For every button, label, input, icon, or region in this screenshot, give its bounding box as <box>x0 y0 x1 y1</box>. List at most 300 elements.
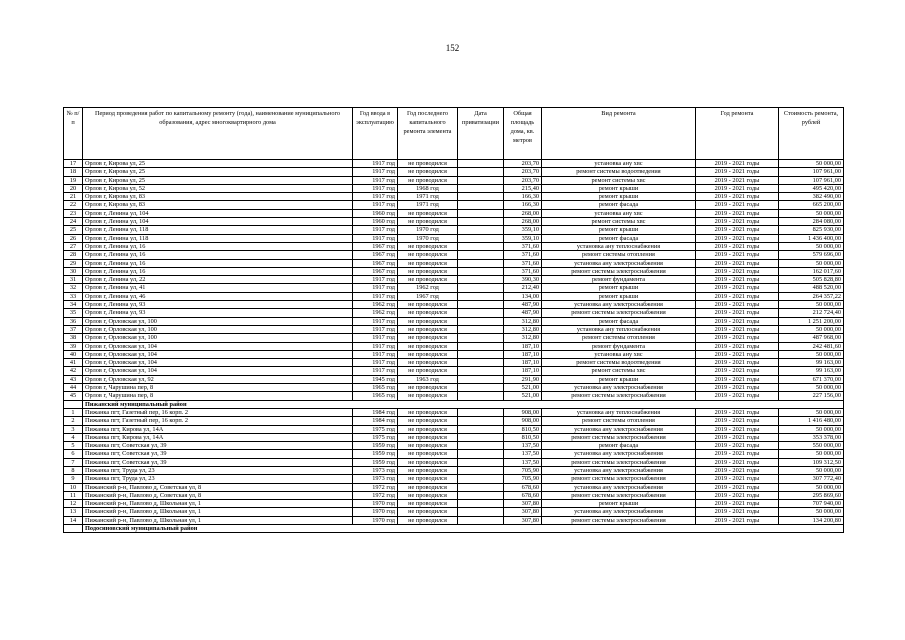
row-area: 487,90 <box>504 309 542 317</box>
row-area: 166,30 <box>504 193 542 201</box>
row-last-repair: не проводился <box>398 301 458 309</box>
row-year-built: 1970 год <box>353 516 398 524</box>
row-cost: 665 200,00 <box>779 201 844 209</box>
row-cost: 353 378,00 <box>779 433 844 441</box>
row-area: 371,60 <box>504 267 542 275</box>
row-address: Орлов г, Орловская ул, 104 <box>83 342 353 350</box>
row-number: 6 <box>64 450 83 458</box>
row-repair-type: ремонт системы водоотведения <box>542 359 696 367</box>
table-row <box>64 350 844 358</box>
row-cost: 382 490,00 <box>779 193 844 201</box>
row-repair-year: 2019 - 2021 годы <box>696 284 779 292</box>
row-cost: 242 481,60 <box>779 342 844 350</box>
row-cost: 50 000,00 <box>779 259 844 267</box>
row-area: 312,80 <box>504 317 542 325</box>
section-num-cell <box>64 525 83 533</box>
row-address: Орлов г, Ленина ул, 16 <box>83 242 353 250</box>
row-repair-year: 2019 - 2021 годы <box>696 508 779 516</box>
row-year-built: 1984 год <box>353 408 398 416</box>
row-cost: 264 357,22 <box>779 292 844 300</box>
row-last-repair: не проводился <box>398 176 458 184</box>
row-area: 908,00 <box>504 417 542 425</box>
row-privatization <box>458 491 504 499</box>
row-address: Пижанский р-н, Павлово д, Школьная ул, 1 <box>83 508 353 516</box>
row-area: 810,50 <box>504 425 542 433</box>
row-area: 371,60 <box>504 251 542 259</box>
row-area: 678,60 <box>504 491 542 499</box>
row-number: 25 <box>64 226 83 234</box>
row-repair-type: ремонт фасада <box>542 442 696 450</box>
row-address: Орлов г, Ленина ул, 16 <box>83 251 353 259</box>
row-repair-type: установка ану хвс <box>542 350 696 358</box>
row-repair-year: 2019 - 2021 годы <box>696 325 779 333</box>
row-repair-year: 2019 - 2021 годы <box>696 483 779 491</box>
row-repair-type: ремонт крыши <box>542 375 696 383</box>
row-repair-type: ремонт крыши <box>542 284 696 292</box>
row-privatization <box>458 234 504 242</box>
row-repair-type: ремонт системы хвс <box>542 218 696 226</box>
row-address: Орлов г, Ленина ул, 16 <box>83 259 353 267</box>
row-privatization <box>458 375 504 383</box>
row-repair-year: 2019 - 2021 годы <box>696 375 779 383</box>
row-year-built: 1967 год <box>353 267 398 275</box>
row-year-built: 1917 год <box>353 367 398 375</box>
row-repair-year: 2019 - 2021 годы <box>696 184 779 192</box>
row-number: 31 <box>64 276 83 284</box>
row-year-built: 1960 год <box>353 218 398 226</box>
row-number: 8 <box>64 466 83 474</box>
row-year-built: 1917 год <box>353 284 398 292</box>
row-address: Пижанка пгт, Кирова ул, 14А <box>83 433 353 441</box>
row-area: 908,00 <box>504 408 542 416</box>
header-last-repair: Год последнего капитального ремонта элемента <box>398 108 458 160</box>
row-area: 678,60 <box>504 483 542 491</box>
row-repair-type: ремонт системы хвс <box>542 176 696 184</box>
table-row <box>64 442 844 450</box>
table-row <box>64 342 844 350</box>
row-last-repair: не проводился <box>398 325 458 333</box>
row-repair-type: установка ану теплоснабжения <box>542 242 696 250</box>
row-year-built: 1962 год <box>353 309 398 317</box>
row-number: 38 <box>64 334 83 342</box>
table-row <box>64 292 844 300</box>
row-number: 28 <box>64 251 83 259</box>
header-cost: Стоимость ремонта, рублей <box>779 108 844 160</box>
row-area: 810,50 <box>504 433 542 441</box>
table-row <box>64 483 844 491</box>
row-address: Орлов г, Орловская ул, 100 <box>83 325 353 333</box>
row-cost: 50 000,00 <box>779 242 844 250</box>
row-repair-type: установка ану теплоснабжения <box>542 325 696 333</box>
section-title: Пижанский муниципальный район <box>83 400 844 408</box>
row-cost: 50 000,00 <box>779 508 844 516</box>
row-cost: 227 156,00 <box>779 392 844 400</box>
table-row <box>64 317 844 325</box>
row-repair-type: ремонт крыши <box>542 193 696 201</box>
row-area: 137,50 <box>504 442 542 450</box>
row-last-repair: 1963 год <box>398 375 458 383</box>
row-privatization <box>458 367 504 375</box>
row-cost: 50 000,00 <box>779 301 844 309</box>
row-area: 312,80 <box>504 334 542 342</box>
row-address: Орлов г, Чарушина пер, 8 <box>83 384 353 392</box>
row-repair-type: ремонт фасада <box>542 201 696 209</box>
table-row <box>64 367 844 375</box>
row-address: Орлов г, Ленина ул, 93 <box>83 301 353 309</box>
row-cost: 50 000,00 <box>779 450 844 458</box>
row-repair-type: ремонт системы водоотведения <box>542 168 696 176</box>
row-address: Орлов г, Ленина ул, 104 <box>83 218 353 226</box>
row-repair-year: 2019 - 2021 годы <box>696 259 779 267</box>
row-cost: 1 416 480,00 <box>779 417 844 425</box>
table-body <box>64 160 844 533</box>
row-year-built: 1917 год <box>353 334 398 342</box>
row-address: Пижанка пгт, Газетный пер, 16 корп. 2 <box>83 408 353 416</box>
row-last-repair: не проводился <box>398 251 458 259</box>
row-repair-year: 2019 - 2021 годы <box>696 193 779 201</box>
row-repair-type: ремонт системы хвс <box>542 367 696 375</box>
row-privatization <box>458 475 504 483</box>
row-last-repair: 1962 год <box>398 284 458 292</box>
row-privatization <box>458 392 504 400</box>
row-address: Орлов г, Ленина ул, 104 <box>83 209 353 217</box>
row-year-built: 1962 год <box>353 301 398 309</box>
row-last-repair: не проводился <box>398 384 458 392</box>
row-year-built: 1917 год <box>353 160 398 168</box>
table-row <box>64 516 844 524</box>
row-year-built: 1917 год <box>353 168 398 176</box>
table-row <box>64 176 844 184</box>
row-last-repair: не проводился <box>398 350 458 358</box>
row-number: 34 <box>64 301 83 309</box>
row-number: 20 <box>64 184 83 192</box>
row-area: 371,60 <box>504 242 542 250</box>
row-last-repair: не проводился <box>398 442 458 450</box>
table-row <box>64 466 844 474</box>
row-number: 27 <box>64 242 83 250</box>
row-address: Пижанка пгт, Труда ул, 23 <box>83 475 353 483</box>
row-number: 18 <box>64 168 83 176</box>
row-repair-type: установка ану электроснабжения <box>542 384 696 392</box>
row-cost: 488 520,00 <box>779 284 844 292</box>
row-repair-year: 2019 - 2021 годы <box>696 209 779 217</box>
row-number: 37 <box>64 325 83 333</box>
section-row <box>64 525 844 533</box>
row-repair-type: ремонт фасада <box>542 317 696 325</box>
row-privatization <box>458 359 504 367</box>
row-cost: 50 000,00 <box>779 209 844 217</box>
row-cost: 579 696,00 <box>779 251 844 259</box>
row-last-repair: не проводился <box>398 168 458 176</box>
row-privatization <box>458 450 504 458</box>
row-last-repair: не проводился <box>398 433 458 441</box>
capital-repair-table <box>63 107 844 533</box>
row-repair-type: ремонт системы электроснабжения <box>542 475 696 483</box>
row-cost: 505 828,80 <box>779 276 844 284</box>
row-repair-year: 2019 - 2021 годы <box>696 359 779 367</box>
row-repair-type: установка ану электроснабжения <box>542 259 696 267</box>
row-repair-type: ремонт крыши <box>542 292 696 300</box>
row-year-built: 1973 год <box>353 475 398 483</box>
row-repair-year: 2019 - 2021 годы <box>696 292 779 300</box>
header-privatization: Дата приватизации <box>458 108 504 160</box>
row-privatization <box>458 384 504 392</box>
row-last-repair: не проводился <box>398 458 458 466</box>
row-address: Орлов г, Ленина ул, 41 <box>83 284 353 292</box>
row-number: 14 <box>64 516 83 524</box>
row-area: 212,40 <box>504 284 542 292</box>
row-area: 187,10 <box>504 350 542 358</box>
table-row <box>64 234 844 242</box>
header-repair-year: Год ремонта <box>696 108 779 160</box>
row-area: 187,10 <box>504 367 542 375</box>
row-number: 29 <box>64 259 83 267</box>
row-area: 521,00 <box>504 392 542 400</box>
row-repair-year: 2019 - 2021 годы <box>696 342 779 350</box>
table-row <box>64 209 844 217</box>
row-number: 13 <box>64 508 83 516</box>
row-number: 40 <box>64 350 83 358</box>
row-address: Орлов г, Кирова ул, 25 <box>83 168 353 176</box>
row-year-built: 1975 год <box>353 425 398 433</box>
row-privatization <box>458 276 504 284</box>
row-last-repair: не проводился <box>398 276 458 284</box>
row-repair-type: ремонт системы электроснабжения <box>542 516 696 524</box>
row-cost: 50 000,00 <box>779 466 844 474</box>
row-repair-type: установка ану электроснабжения <box>542 508 696 516</box>
row-number: 9 <box>64 475 83 483</box>
row-last-repair: 1971 год <box>398 201 458 209</box>
row-repair-type: установка ану электроснабжения <box>542 450 696 458</box>
table-row <box>64 417 844 425</box>
row-privatization <box>458 201 504 209</box>
row-repair-year: 2019 - 2021 годы <box>696 267 779 275</box>
row-privatization <box>458 458 504 466</box>
row-number: 19 <box>64 176 83 184</box>
row-last-repair: 1970 год <box>398 234 458 242</box>
table-row <box>64 384 844 392</box>
table-row <box>64 276 844 284</box>
row-repair-type: установка ану электроснабжения <box>542 425 696 433</box>
row-last-repair: 1970 год <box>398 226 458 234</box>
row-cost: 1 436 400,00 <box>779 234 844 242</box>
row-year-built: 1959 год <box>353 458 398 466</box>
row-area: 203,70 <box>504 168 542 176</box>
row-repair-year: 2019 - 2021 годы <box>696 276 779 284</box>
row-repair-year: 2019 - 2021 годы <box>696 458 779 466</box>
row-last-repair: не проводился <box>398 218 458 226</box>
table-row <box>64 359 844 367</box>
row-area: 137,50 <box>504 458 542 466</box>
row-repair-year: 2019 - 2021 годы <box>696 425 779 433</box>
row-repair-type: установка ану теплоснабжения <box>542 408 696 416</box>
row-address: Орлов г, Чарушина пер, 8 <box>83 392 353 400</box>
row-number: 24 <box>64 218 83 226</box>
row-repair-year: 2019 - 2021 годы <box>696 516 779 524</box>
row-year-built: 1917 год <box>353 292 398 300</box>
row-number: 36 <box>64 317 83 325</box>
row-area: 390,30 <box>504 276 542 284</box>
table-row <box>64 259 844 267</box>
row-repair-year: 2019 - 2021 годы <box>696 160 779 168</box>
row-cost: 50 000,00 <box>779 160 844 168</box>
row-year-built: 1917 год <box>353 176 398 184</box>
row-cost: 99 163,00 <box>779 367 844 375</box>
row-number: 35 <box>64 309 83 317</box>
table-row <box>64 160 844 168</box>
row-address: Орлов г, Кирова ул, 83 <box>83 201 353 209</box>
row-number: 39 <box>64 342 83 350</box>
row-privatization <box>458 193 504 201</box>
row-address: Пижанский р-н, Павлово д, Школьная ул, 1 <box>83 516 353 524</box>
row-privatization <box>458 408 504 416</box>
row-privatization <box>458 417 504 425</box>
row-repair-type: ремонт системы электроснабжения <box>542 458 696 466</box>
row-repair-year: 2019 - 2021 годы <box>696 226 779 234</box>
row-cost: 109 312,50 <box>779 458 844 466</box>
row-area: 187,10 <box>504 359 542 367</box>
row-privatization <box>458 168 504 176</box>
row-area: 521,00 <box>504 384 542 392</box>
row-privatization <box>458 483 504 491</box>
table-row <box>64 251 844 259</box>
table-row <box>64 475 844 483</box>
row-privatization <box>458 325 504 333</box>
row-privatization <box>458 184 504 192</box>
row-repair-year: 2019 - 2021 годы <box>696 234 779 242</box>
row-privatization <box>458 176 504 184</box>
row-privatization <box>458 292 504 300</box>
row-number: 23 <box>64 209 83 217</box>
row-address: Пижанка пгт, Советская ул, 39 <box>83 442 353 450</box>
row-repair-type: установка ану хвс <box>542 209 696 217</box>
row-year-built: 1917 год <box>353 325 398 333</box>
row-privatization <box>458 301 504 309</box>
row-year-built: 1975 год <box>353 433 398 441</box>
row-year-built: 1917 год <box>353 342 398 350</box>
row-year-built: 1984 год <box>353 417 398 425</box>
row-address: Орлов г, Орловская ул, 100 <box>83 317 353 325</box>
row-address: Пижанка пгт, Советская ул, 39 <box>83 450 353 458</box>
row-privatization <box>458 226 504 234</box>
row-privatization <box>458 242 504 250</box>
row-year-built: 1917 год <box>353 359 398 367</box>
row-repair-year: 2019 - 2021 годы <box>696 417 779 425</box>
row-address: Орлов г, Кирова ул, 25 <box>83 176 353 184</box>
row-year-built: 1917 год <box>353 226 398 234</box>
row-last-repair: не проводился <box>398 267 458 275</box>
table-row <box>64 450 844 458</box>
row-repair-year: 2019 - 2021 годы <box>696 334 779 342</box>
row-repair-type: ремонт крыши <box>542 184 696 192</box>
table-row <box>64 201 844 209</box>
table-header-row <box>64 108 844 160</box>
row-cost: 212 724,40 <box>779 309 844 317</box>
row-repair-year: 2019 - 2021 годы <box>696 450 779 458</box>
row-address: Пижанка пгт, Газетный пер, 16 корп. 2 <box>83 417 353 425</box>
header-area: Общая площадь дома, кв. метров <box>504 108 542 160</box>
row-repair-year: 2019 - 2021 годы <box>696 301 779 309</box>
row-number: 43 <box>64 375 83 383</box>
row-number: 22 <box>64 201 83 209</box>
row-last-repair: 1968 год <box>398 184 458 192</box>
row-year-built: 1972 год <box>353 483 398 491</box>
row-last-repair: не проводился <box>398 317 458 325</box>
row-repair-type: ремонт системы электроснабжения <box>542 491 696 499</box>
row-repair-type: ремонт системы отопления <box>542 251 696 259</box>
row-area: 203,70 <box>504 176 542 184</box>
row-area: 137,50 <box>504 450 542 458</box>
row-repair-type: ремонт фасада <box>542 234 696 242</box>
table-row <box>64 334 844 342</box>
row-area: 203,70 <box>504 160 542 168</box>
row-number: 44 <box>64 384 83 392</box>
row-cost: 107 961,00 <box>779 176 844 184</box>
row-address: Орлов г, Ленина ул, 16 <box>83 267 353 275</box>
row-year-built: 1917 год <box>353 184 398 192</box>
row-repair-year: 2019 - 2021 годы <box>696 392 779 400</box>
row-address: Орлов г, Кирова ул, 83 <box>83 193 353 201</box>
row-privatization <box>458 218 504 226</box>
row-year-built: 1967 год <box>353 259 398 267</box>
row-privatization <box>458 284 504 292</box>
row-repair-type: ремонт крыши <box>542 500 696 508</box>
row-repair-year: 2019 - 2021 годы <box>696 433 779 441</box>
row-repair-type: ремонт системы электроснабжения <box>542 392 696 400</box>
row-year-built: 1960 год <box>353 209 398 217</box>
row-area: 705,90 <box>504 466 542 474</box>
row-cost: 307 772,40 <box>779 475 844 483</box>
row-cost: 671 370,00 <box>779 375 844 383</box>
row-address: Орлов г, Орловская ул, 100 <box>83 334 353 342</box>
row-last-repair: не проводился <box>398 500 458 508</box>
row-area: 291,90 <box>504 375 542 383</box>
row-year-built: 1917 год <box>353 350 398 358</box>
table-row <box>64 301 844 309</box>
row-last-repair: не проводился <box>398 160 458 168</box>
table-row <box>64 508 844 516</box>
page-number: 152 <box>445 43 460 53</box>
row-privatization <box>458 425 504 433</box>
row-privatization <box>458 500 504 508</box>
table-row <box>64 309 844 317</box>
row-privatization <box>458 259 504 267</box>
row-repair-year: 2019 - 2021 годы <box>696 466 779 474</box>
row-area: 166,30 <box>504 201 542 209</box>
row-repair-type: ремонт системы электроснабжения <box>542 309 696 317</box>
row-last-repair: 1971 год <box>398 193 458 201</box>
row-area: 371,60 <box>504 259 542 267</box>
row-last-repair: не проводился <box>398 466 458 474</box>
row-number: 32 <box>64 284 83 292</box>
row-privatization <box>458 309 504 317</box>
row-year-built: 1917 год <box>353 201 398 209</box>
header-period-address: Период проведения работ по капитальному ремонту (года), наименование муниципального образования, адрес многоквартирного дома <box>83 108 353 160</box>
row-cost: 295 869,60 <box>779 491 844 499</box>
row-privatization <box>458 251 504 259</box>
table-row <box>64 375 844 383</box>
row-address: Орлов г, Ленина ул, 93 <box>83 309 353 317</box>
row-number: 11 <box>64 491 83 499</box>
table-row <box>64 433 844 441</box>
row-cost: 99 163,00 <box>779 359 844 367</box>
row-repair-year: 2019 - 2021 годы <box>696 367 779 375</box>
row-cost: 50 000,00 <box>779 483 844 491</box>
row-number: 41 <box>64 359 83 367</box>
row-year-built: 1970 год <box>353 500 398 508</box>
row-repair-year: 2019 - 2021 годы <box>696 242 779 250</box>
table-row <box>64 193 844 201</box>
